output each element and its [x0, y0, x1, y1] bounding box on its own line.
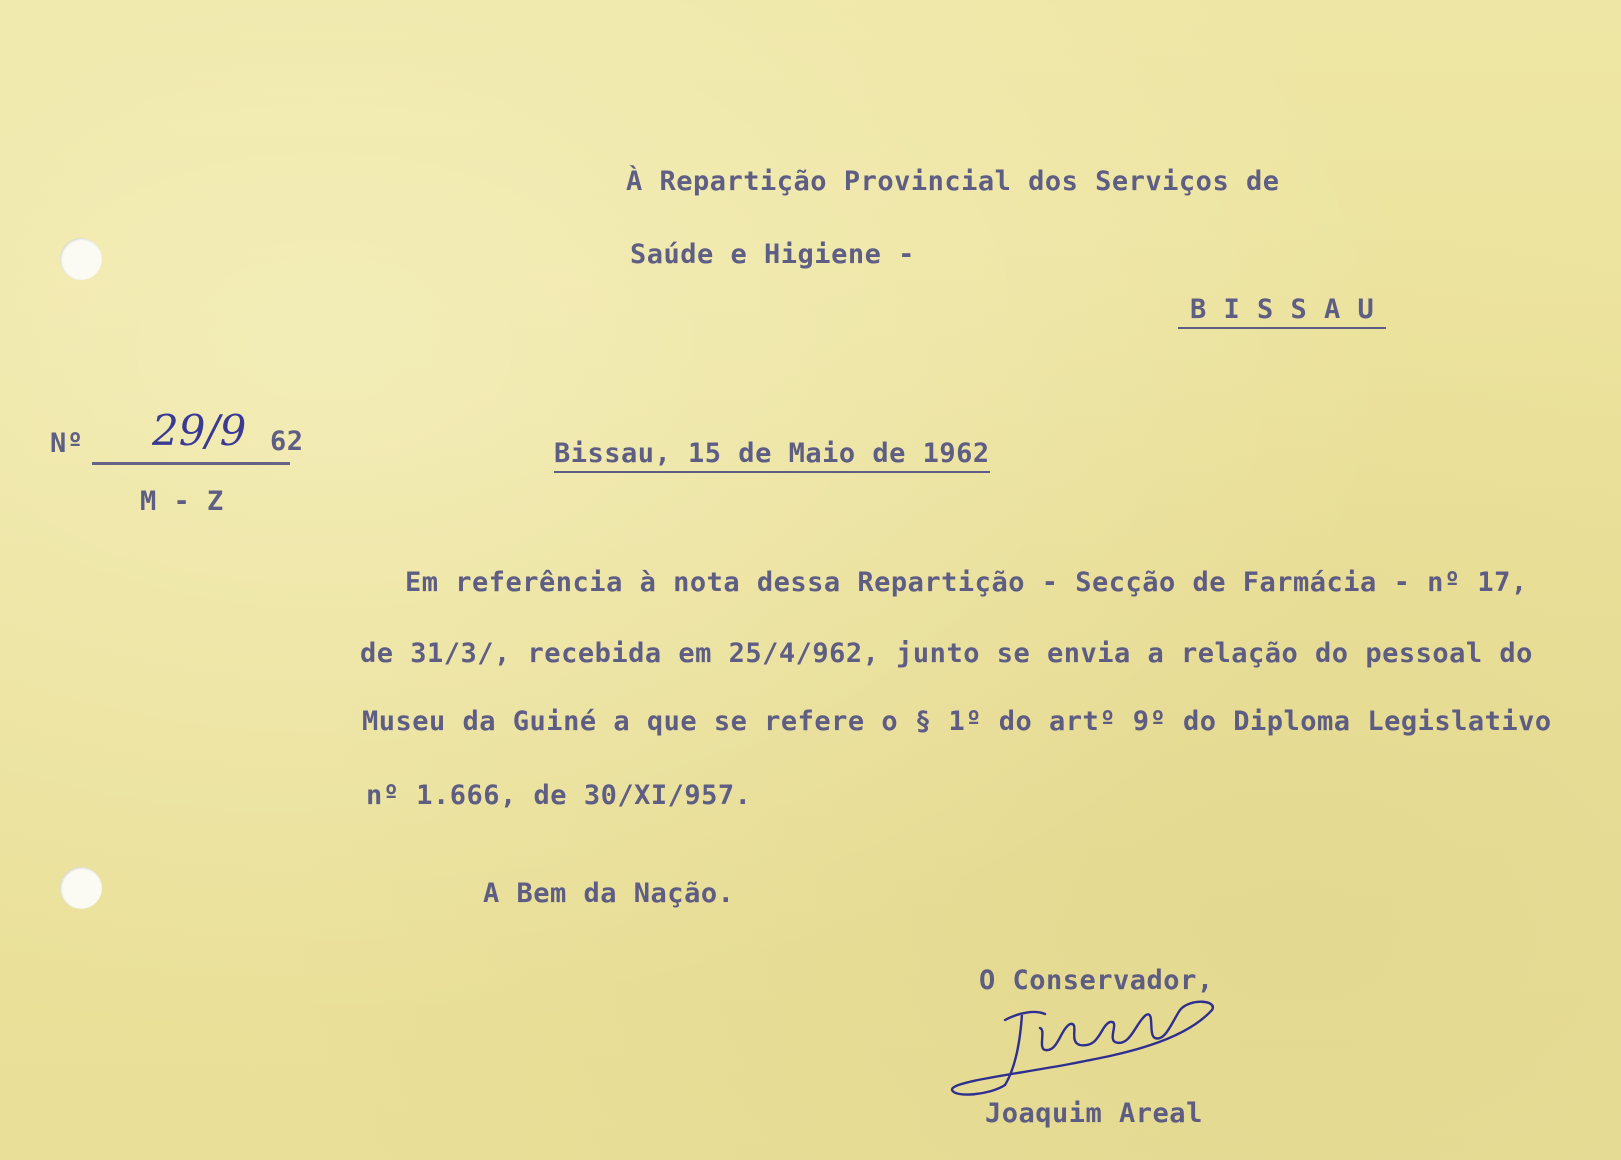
reference-year: 62	[270, 426, 304, 457]
body-line-1: Em referência à nota dessa Repartição - Secção de Farmácia - nº 17,	[405, 567, 1528, 598]
handwritten-signature	[950, 990, 1240, 1105]
recipient-city: B I S S A U	[1178, 296, 1386, 329]
recipient-line-2: Saúde e Higiene -	[630, 239, 915, 270]
reference-number-handwritten: 29/9	[152, 406, 247, 455]
body-line-2: de 31/3/, recebida em 25/4/962, junto se envia a relação do pessoal do	[360, 638, 1533, 669]
date-line: Bissau, 15 de Maio de 1962	[554, 440, 990, 473]
closing-line: A Bem da Nação.	[483, 878, 735, 909]
reference-label: Nº	[50, 428, 84, 459]
recipient-line-1: À Repartição Provincial dos Serviços de	[626, 166, 1280, 197]
body-line-3: Museu da Guiné a que se refere o § 1º do artº 9º do Diploma Legislativo	[362, 706, 1552, 737]
reference-code: M - Z	[140, 486, 224, 517]
reference-underline	[92, 462, 290, 465]
signature-title: O Conservador,	[979, 965, 1214, 996]
punch-hole-bottom	[60, 867, 102, 909]
signature-name: Joaquim Areal	[985, 1098, 1203, 1129]
body-line-4: nº 1.666, de 30/XI/957.	[366, 780, 752, 811]
punch-hole-top	[60, 238, 102, 280]
